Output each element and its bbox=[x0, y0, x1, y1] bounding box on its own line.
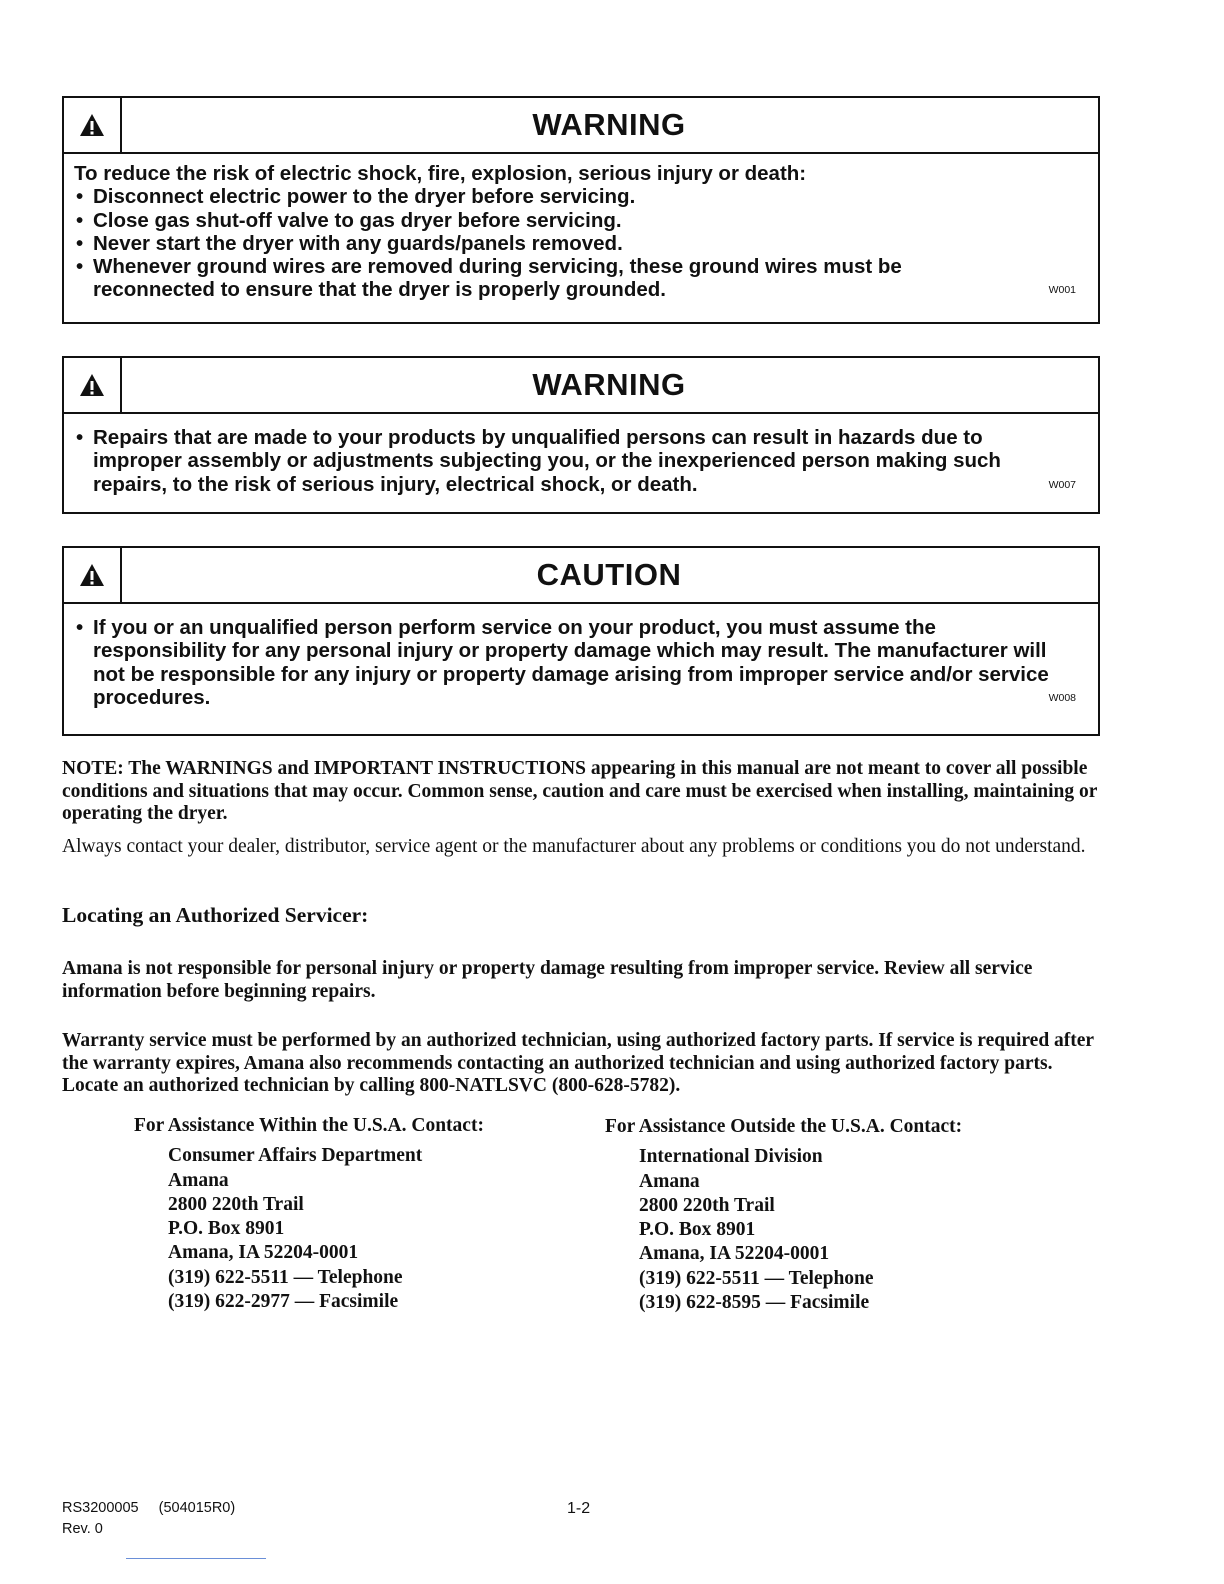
warning-box-1-list bbox=[74, 185, 1086, 301]
intl-contact-lines bbox=[605, 1145, 962, 1315]
usa-contact bbox=[134, 1114, 484, 1314]
caution-box-body bbox=[64, 604, 1098, 719]
usa-contact-lines bbox=[134, 1144, 484, 1314]
intl-contact-line: Amana, IA 52204-0001 bbox=[639, 1243, 830, 1265]
intl-contact-line: (319) 622-8595 — Facsimile bbox=[639, 1292, 870, 1314]
warning-box-2-title: WARNING bbox=[532, 367, 686, 402]
intl-contact bbox=[605, 1115, 962, 1315]
caution-box-title: CAUTION bbox=[536, 557, 682, 592]
usa-contact-line: (319) 622-2977 — Facsimile bbox=[168, 1291, 399, 1313]
usa-contact-line: (319) 622-5511 — Telephone bbox=[168, 1266, 403, 1288]
warning-box-2-header bbox=[64, 358, 1098, 414]
warning-box-2 bbox=[62, 356, 1100, 514]
contact-paragraph: Always contact your dealer, distributor, service agent or the manufacturer about any problems or conditions you do not understand. bbox=[62, 836, 1086, 857]
warning-box-1-body bbox=[64, 154, 1098, 312]
footer-revision: Rev. 0 bbox=[62, 1521, 103, 1537]
usa-contact-line: Amana bbox=[168, 1169, 229, 1191]
footer-part-number: (504015R0) bbox=[158, 1500, 236, 1516]
page-number: 1-2 bbox=[567, 1500, 591, 1517]
warning-box-2-code: W007 bbox=[1048, 478, 1076, 491]
intl-contact-line: 2800 220th Trail bbox=[639, 1194, 775, 1216]
usa-contact-line: Amana, IA 52204-0001 bbox=[168, 1242, 359, 1264]
note-paragraph: NOTE: The WARNINGS and IMPORTANT INSTRUCTIONS appearing in this manual are not meant to cover all possible conditions and situations that may occur. Common sense, caution and care must be exercised when installing, maintaining or operating the dryer. bbox=[62, 758, 1098, 825]
usa-contact-line: Consumer Affairs Department bbox=[168, 1145, 423, 1167]
locating-heading: Locating an Authorized Servicer: bbox=[62, 903, 369, 927]
intl-contact-line: (319) 622-5511 — Telephone bbox=[639, 1267, 874, 1289]
intl-contact-line: Amana bbox=[639, 1170, 700, 1192]
usa-contact-heading: For Assistance Within the U.S.A. Contact: bbox=[134, 1115, 484, 1136]
warning-box-1-header bbox=[64, 98, 1098, 154]
warning-box-1-bullet: • Disconnect electric power to the dryer before servicing. bbox=[74, 185, 1086, 208]
warning-triangle-icon bbox=[64, 358, 122, 412]
responsibility-paragraph: Amana is not responsible for personal injury or property damage resulting from improper service. Review all service information before beginning repairs. bbox=[62, 958, 1033, 1002]
warning-box-1-bullet: • Close gas shut-off valve to gas dryer before servicing. bbox=[74, 209, 1086, 232]
caution-box-list bbox=[74, 616, 1086, 709]
intl-contact-line: International Division bbox=[639, 1146, 823, 1168]
usa-contact-line: 2800 220th Trail bbox=[168, 1193, 304, 1215]
decorative-rule bbox=[126, 1558, 266, 1559]
intl-contact-line: P.O. Box 8901 bbox=[639, 1219, 756, 1241]
footer-doc-number: RS3200005 bbox=[62, 1500, 139, 1516]
warning-triangle-icon bbox=[64, 98, 122, 152]
caution-box-bullet: • If you or an unqualified person perform service on your product, you must assume the responsibility for any personal injury or property damage which may result. The manufacturer will not be responsible for any injury or property damage arising from improper service and/or service procedures. bbox=[74, 616, 1086, 709]
warning-box-1-bullet: • Never start the dryer with any guards/panels removed. bbox=[74, 232, 1086, 255]
caution-box-header bbox=[64, 548, 1098, 604]
warranty-paragraph: Warranty service must be performed by an authorized technician, using authorized factory parts. If service is required after the warranty expires, Amana also recommends contacting an authorized technician and using authorized factory parts. Locate an authorized technician by calling 800-NATLSVC (800-628-5782). bbox=[62, 1030, 1094, 1097]
warning-box-1-code: W001 bbox=[1048, 284, 1076, 297]
warning-box-2-list bbox=[74, 426, 1086, 496]
warning-box-1 bbox=[62, 96, 1100, 324]
warning-box-1-bullet: • Whenever ground wires are removed during servicing, these ground wires must be reconnected to ensure that the dryer is properly grounded. bbox=[74, 255, 1086, 302]
warning-box-2-body bbox=[64, 414, 1098, 506]
intl-contact-heading: For Assistance Outside the U.S.A. Contact: bbox=[605, 1116, 963, 1137]
footer-doc-info bbox=[62, 1498, 235, 1540]
caution-box bbox=[62, 546, 1100, 736]
warning-box-1-intro: To reduce the risk of electric shock, fire, explosion, serious injury or death: bbox=[74, 162, 807, 185]
warning-triangle-icon bbox=[64, 548, 122, 602]
warning-box-2-bullet: • Repairs that are made to your products by unqualified persons can result in hazards due to improper assembly or adjustments subjecting you, or the inexperienced person making such repairs, to the risk of serious injury, electrical shock, or death. bbox=[74, 426, 1086, 496]
usa-contact-line: P.O. Box 8901 bbox=[168, 1218, 285, 1240]
caution-box-code: W008 bbox=[1048, 691, 1076, 704]
warning-box-1-title: WARNING bbox=[532, 107, 686, 142]
